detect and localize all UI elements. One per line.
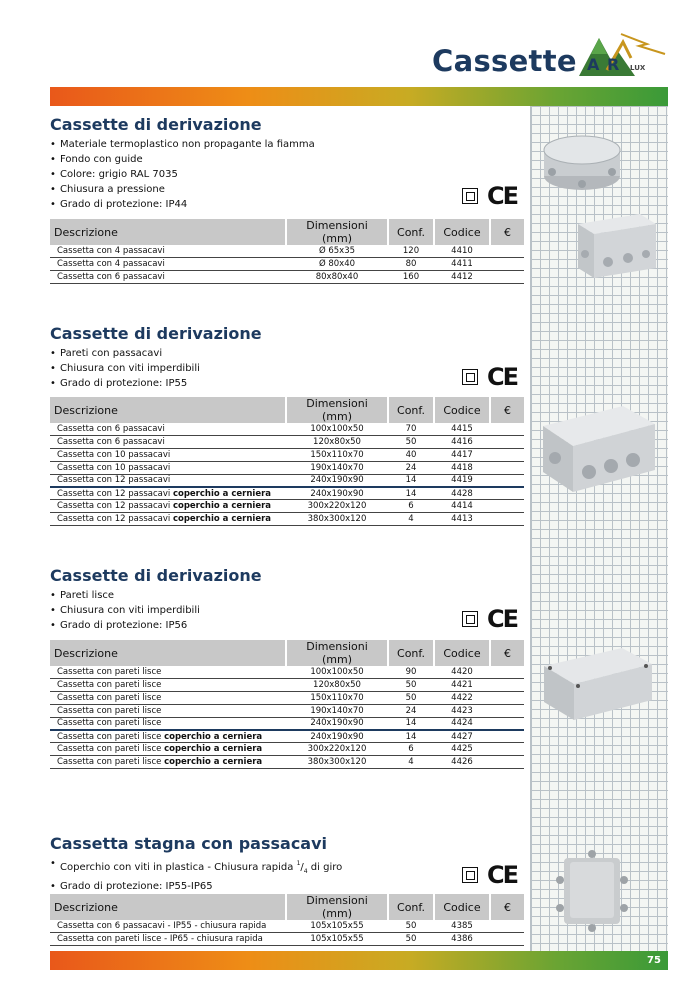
section-title: Cassette di derivazione xyxy=(50,115,262,134)
table-row xyxy=(50,423,524,436)
table-row xyxy=(50,271,524,284)
cell-description: Cassetta con 4 passacavi xyxy=(50,245,286,258)
svg-text:A: A xyxy=(587,55,600,74)
header-price: € xyxy=(490,640,524,666)
cell-price xyxy=(490,692,524,705)
cell-conf: 50 xyxy=(388,436,434,449)
feature-item: • Coperchio con viti in plastica - Chiusura rapida $^1/_4$ di giro xyxy=(50,856,524,879)
certification-marks xyxy=(462,365,517,389)
cell-conf: 24 xyxy=(388,704,434,717)
header-description: Descrizione xyxy=(50,219,286,245)
header-conf: Conf. xyxy=(388,219,434,245)
cell-price xyxy=(490,423,524,436)
header-dimensions: Dimensioni (mm) xyxy=(286,894,388,920)
cell-code: 4415 xyxy=(434,423,490,436)
header-description: Descrizione xyxy=(50,894,286,920)
ce-mark-icon: CE xyxy=(487,182,518,210)
cell-conf: 4 xyxy=(388,513,434,526)
product-table xyxy=(50,219,524,284)
cell-dimensions: 80x80x40 xyxy=(286,271,388,284)
table-row xyxy=(50,500,524,513)
cell-description: Cassetta con pareti lisce xyxy=(50,679,286,692)
cell-price xyxy=(490,756,524,769)
certification-marks xyxy=(462,863,517,887)
header-conf: Conf. xyxy=(388,894,434,920)
cell-description: Cassetta con 12 passacavi coperchio a cerniera xyxy=(50,500,286,513)
feature-item: • Grado di protezione: IP55 xyxy=(50,376,524,391)
feature-item: • Fondo con guide xyxy=(50,152,524,167)
smooth-wall-junction-box-image xyxy=(538,644,656,724)
cell-price xyxy=(490,271,524,284)
cell-price xyxy=(490,704,524,717)
header-dimensions: Dimensioni (mm) xyxy=(286,640,388,666)
feature-item: • Grado di protezione: IP56 xyxy=(50,618,524,633)
product-table xyxy=(50,397,524,526)
table-row xyxy=(50,743,524,756)
cell-conf: 4 xyxy=(388,756,434,769)
cell-code: 4421 xyxy=(434,679,490,692)
cell-conf: 14 xyxy=(388,717,434,730)
table-row xyxy=(50,756,524,769)
header-description: Descrizione xyxy=(50,397,286,423)
cell-description: Cassetta con 12 passacavi coperchio a cerniera xyxy=(50,513,286,526)
feature-list xyxy=(50,856,524,894)
cell-price xyxy=(490,717,524,730)
brand-lux-text: LUX xyxy=(630,64,646,72)
header-dimensions: Dimensioni (mm) xyxy=(286,397,388,423)
watertight-junction-box-image xyxy=(556,850,628,932)
cell-description: Cassetta con pareti lisce xyxy=(50,717,286,730)
cell-description: Cassetta con pareti lisce xyxy=(50,692,286,705)
page-title: Cassette xyxy=(432,44,577,78)
cell-price xyxy=(490,474,524,487)
product-table xyxy=(50,894,524,946)
certification-marks xyxy=(462,607,517,631)
cell-dimensions: 240x190x90 xyxy=(286,474,388,487)
cell-code: 4424 xyxy=(434,717,490,730)
double-insulation-icon xyxy=(462,369,478,385)
section-title: Cassetta stagna con passacavi xyxy=(50,834,328,853)
feature-item: • Grado di protezione: IP55-IP65 xyxy=(50,879,524,894)
cell-description: Cassetta con 10 passacavi xyxy=(50,461,286,474)
header-code: Codice xyxy=(434,894,490,920)
cell-description: Cassetta con pareti lisce coperchio a cerniera xyxy=(50,756,286,769)
cell-dimensions: 190x140x70 xyxy=(286,461,388,474)
table-row xyxy=(50,449,524,462)
cell-dimensions: 150x110x70 xyxy=(286,449,388,462)
table-row xyxy=(50,692,524,705)
cell-code: 4425 xyxy=(434,743,490,756)
header-conf: Conf. xyxy=(388,397,434,423)
cell-price xyxy=(490,666,524,679)
cell-code: 4416 xyxy=(434,436,490,449)
cell-dimensions: 380x300x120 xyxy=(286,513,388,526)
square-junction-box-image xyxy=(570,210,660,282)
footer-gradient-bar xyxy=(50,951,668,970)
table-row xyxy=(50,461,524,474)
section-ip56 xyxy=(50,567,524,767)
cell-conf: 14 xyxy=(388,730,434,743)
cell-price xyxy=(490,449,524,462)
feature-item: • Chiusura a pressione xyxy=(50,182,524,197)
header-code: Codice xyxy=(434,219,490,245)
section-watertight xyxy=(50,835,524,945)
cell-code: 4423 xyxy=(434,704,490,717)
cell-code: 4410 xyxy=(434,245,490,258)
double-insulation-icon xyxy=(462,611,478,627)
cell-code: 4417 xyxy=(434,449,490,462)
cell-dimensions: 240x190x90 xyxy=(286,717,388,730)
cell-description: Cassetta con 6 passacavi xyxy=(50,271,286,284)
round-junction-box-image xyxy=(538,128,626,196)
cell-code: 4413 xyxy=(434,513,490,526)
cell-conf: 50 xyxy=(388,920,434,933)
cell-price xyxy=(490,743,524,756)
page-number: 75 xyxy=(647,955,661,966)
cell-price xyxy=(490,461,524,474)
cell-dimensions: Ø 80x40 xyxy=(286,258,388,271)
cell-dimensions: 120x80x50 xyxy=(286,436,388,449)
feature-list xyxy=(50,137,524,212)
table-row xyxy=(50,933,524,946)
cell-conf: 6 xyxy=(388,743,434,756)
table-row xyxy=(50,679,524,692)
cell-code: 4420 xyxy=(434,666,490,679)
feature-list xyxy=(50,588,524,633)
cell-conf: 50 xyxy=(388,692,434,705)
cell-price xyxy=(490,920,524,933)
ce-mark-icon: CE xyxy=(487,363,518,391)
cell-dimensions: 300x220x120 xyxy=(286,500,388,513)
header-conf: Conf. xyxy=(388,640,434,666)
feature-item: • Chiusura con viti imperdibili xyxy=(50,361,524,376)
cell-dimensions: 100x100x50 xyxy=(286,666,388,679)
cell-conf: 160 xyxy=(388,271,434,284)
cell-price xyxy=(490,513,524,526)
cell-conf: 24 xyxy=(388,461,434,474)
table-row xyxy=(50,513,524,526)
header-gradient-bar xyxy=(50,87,668,106)
cell-price xyxy=(490,487,524,500)
ip55-junction-box-image xyxy=(537,400,659,498)
cell-price xyxy=(490,245,524,258)
cell-dimensions: 190x140x70 xyxy=(286,704,388,717)
cell-price xyxy=(490,933,524,946)
table-row xyxy=(50,717,524,730)
product-table xyxy=(50,640,524,769)
cell-dimensions: Ø 65x35 xyxy=(286,245,388,258)
feature-item: • Pareti con passacavi xyxy=(50,346,524,361)
feature-item: • Materiale termoplastico non propagante la fiamma xyxy=(50,137,524,152)
cell-conf: 120 xyxy=(388,245,434,258)
table-row xyxy=(50,487,524,500)
cell-conf: 50 xyxy=(388,679,434,692)
cell-dimensions: 240x190x90 xyxy=(286,730,388,743)
cell-conf: 90 xyxy=(388,666,434,679)
header-price: € xyxy=(490,894,524,920)
cell-price xyxy=(490,500,524,513)
feature-list xyxy=(50,346,524,391)
cell-description: Cassetta con 12 passacavi coperchio a cerniera xyxy=(50,487,286,500)
cell-description: Cassetta con 6 passacavi xyxy=(50,423,286,436)
cell-description: Cassetta con pareti lisce xyxy=(50,704,286,717)
header-price: € xyxy=(490,397,524,423)
cell-description: Cassetta con pareti lisce coperchio a cerniera xyxy=(50,743,286,756)
cell-code: 4419 xyxy=(434,474,490,487)
cell-dimensions: 105x105x55 xyxy=(286,920,388,933)
cell-code: 4427 xyxy=(434,730,490,743)
table-row xyxy=(50,666,524,679)
header-dimensions: Dimensioni (mm) xyxy=(286,219,388,245)
cell-description: Cassetta con pareti lisce xyxy=(50,666,286,679)
table-row xyxy=(50,730,524,743)
cell-price xyxy=(490,730,524,743)
cell-code: 4386 xyxy=(434,933,490,946)
cell-price xyxy=(490,679,524,692)
feature-item: • Grado di protezione: IP44 xyxy=(50,197,524,212)
cell-description: Cassetta con 4 passacavi xyxy=(50,258,286,271)
cell-description: Cassetta con 6 passacavi xyxy=(50,436,286,449)
cell-conf: 40 xyxy=(388,449,434,462)
header-description: Descrizione xyxy=(50,640,286,666)
cell-code: 4411 xyxy=(434,258,490,271)
cell-code: 4418 xyxy=(434,461,490,474)
certification-marks xyxy=(462,184,517,208)
cell-description: Cassetta con 10 passacavi xyxy=(50,449,286,462)
header-price: € xyxy=(490,219,524,245)
cell-description: Cassetta con pareti lisce - IP65 - chiusura rapida xyxy=(50,933,286,946)
feature-item: • Chiusura con viti imperdibili xyxy=(50,603,524,618)
table-row xyxy=(50,920,524,933)
table-row xyxy=(50,704,524,717)
cell-code: 4428 xyxy=(434,487,490,500)
section-ip44 xyxy=(50,115,524,282)
cell-code: 4422 xyxy=(434,692,490,705)
cell-code: 4412 xyxy=(434,271,490,284)
cell-conf: 80 xyxy=(388,258,434,271)
svg-text:R: R xyxy=(607,55,620,74)
section-ip55 xyxy=(50,325,524,525)
header-code: Codice xyxy=(434,397,490,423)
cell-dimensions: 300x220x120 xyxy=(286,743,388,756)
cell-code: 4385 xyxy=(434,920,490,933)
table-row xyxy=(50,245,524,258)
ar-lux-logo xyxy=(577,30,669,80)
double-insulation-icon xyxy=(462,867,478,883)
cell-conf: 50 xyxy=(388,933,434,946)
cell-dimensions: 120x80x50 xyxy=(286,679,388,692)
feature-item: • Colore: grigio RAL 7035 xyxy=(50,167,524,182)
header-code: Codice xyxy=(434,640,490,666)
cell-conf: 70 xyxy=(388,423,434,436)
section-title: Cassette di derivazione xyxy=(50,566,262,585)
cell-dimensions: 105x105x55 xyxy=(286,933,388,946)
cell-price xyxy=(490,436,524,449)
cell-dimensions: 380x300x120 xyxy=(286,756,388,769)
cell-code: 4414 xyxy=(434,500,490,513)
cell-conf: 14 xyxy=(388,487,434,500)
cell-description: Cassetta con pareti lisce coperchio a cerniera xyxy=(50,730,286,743)
feature-item: • Pareti lisce xyxy=(50,588,524,603)
double-insulation-icon xyxy=(462,188,478,204)
cell-dimensions: 240x190x90 xyxy=(286,487,388,500)
cell-conf: 14 xyxy=(388,474,434,487)
cell-price xyxy=(490,258,524,271)
section-title: Cassette di derivazione xyxy=(50,324,262,343)
cell-dimensions: 100x100x50 xyxy=(286,423,388,436)
cell-description: Cassetta con 12 passacavi xyxy=(50,474,286,487)
ce-mark-icon: CE xyxy=(487,605,518,633)
cell-code: 4426 xyxy=(434,756,490,769)
table-row xyxy=(50,436,524,449)
cell-dimensions: 150x110x70 xyxy=(286,692,388,705)
ce-mark-icon: CE xyxy=(487,861,518,889)
table-row xyxy=(50,258,524,271)
table-row xyxy=(50,474,524,487)
cell-conf: 6 xyxy=(388,500,434,513)
cell-description: Cassetta con 6 passacavi - IP55 - chiusura rapida xyxy=(50,920,286,933)
